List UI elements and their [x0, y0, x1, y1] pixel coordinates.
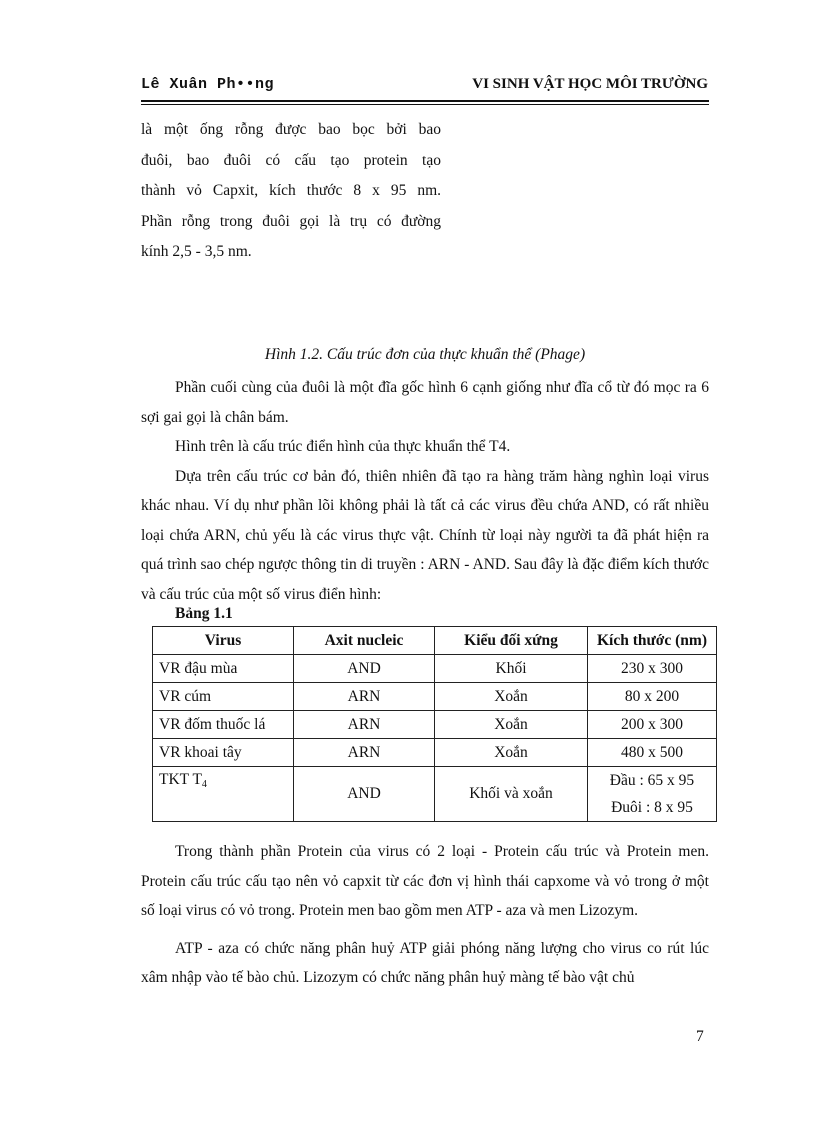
table-cell: Đầu : 65 x 95: [588, 767, 717, 795]
header-rule-thick: [141, 100, 709, 102]
table-cell: 80 x 200: [588, 683, 717, 711]
table-cell: VR đốm thuốc lá: [153, 711, 294, 739]
page-number: 7: [696, 1028, 704, 1045]
table-cell: 230 x 300: [588, 655, 717, 683]
table-cell: [153, 767, 294, 822]
header-rule-thin: [141, 104, 709, 105]
table-cell: Xoắn: [435, 739, 588, 767]
table-header-cell: Kích thước (nm): [588, 627, 717, 655]
table-cell: 200 x 300: [588, 711, 717, 739]
paragraph: ATP - aza có chức năng phân huỷ ATP giải phóng năng lượng cho virus co rút lúc xâm nhập vào tế bào chủ. Lizozym có chức năng phân huỷ màng tế bào vật chủ: [141, 939, 709, 986]
table-cell: Khối và xoắn: [435, 767, 588, 822]
body-before-table: [141, 373, 709, 609]
table-cell: 480 x 500: [588, 739, 717, 767]
table-title: Bảng 1.1: [175, 605, 233, 622]
table-header-row: [153, 627, 717, 655]
table-header-cell: Axit nucleic: [294, 627, 435, 655]
table-cell: ARN: [294, 739, 435, 767]
table-row: [153, 683, 717, 711]
table-header-cell: Virus: [153, 627, 294, 655]
paragraph: Phần cuối cùng của đuôi là một đĩa gốc hình 6 cạnh giống như đĩa cổ từ đó mọc ra 6 sợi gai gọi là chân bám.: [141, 379, 709, 426]
paragraph: Trong thành phần Protein của virus có 2 loại - Protein cấu trúc và Protein men. Protein cấu trúc cấu tạo nên vỏ capxit từ các đơn vị hình thái capxome và vỏ trong ở một số loại virus có vỏ trong. Protein men bao gồm men ATP - aza và men Lizozym.: [141, 843, 709, 919]
table-cell: ARN: [294, 711, 435, 739]
body-after-table: [141, 837, 709, 993]
column-paragraph: [141, 115, 441, 268]
table-cell: Xoắn: [435, 711, 588, 739]
table-row: [153, 767, 717, 795]
table-cell: Xoắn: [435, 683, 588, 711]
header-author: Lê Xuân Ph••ng: [141, 76, 275, 93]
table-cell: Đuôi : 8 x 95: [588, 794, 717, 822]
table-row: [153, 655, 717, 683]
column-line: kính 2,5 - 3,5 nm.: [141, 243, 252, 260]
table-cell: AND: [294, 767, 435, 822]
table-cell: AND: [294, 655, 435, 683]
table-cell: VR khoai tây: [153, 739, 294, 767]
paragraph: Hình trên là cấu trúc điển hình của thực khuẩn thể T4.: [175, 438, 511, 455]
column-line: Phần rỗng trong đuôi gọi là trụ có đường: [141, 212, 441, 230]
tkt-label: TKT T: [159, 771, 202, 788]
table-cell: Khối: [435, 655, 588, 683]
table-cell: ARN: [294, 683, 435, 711]
table-row: [153, 711, 717, 739]
column-line: đuôi, bao đuôi có cấu tạo protein tạo: [141, 151, 441, 169]
column-line: là một ống rỗng được bao bọc bởi bao: [141, 121, 441, 138]
tkt-subscript: 4: [201, 779, 207, 790]
figure-caption: Hình 1.2. Cấu trúc đơn của thực khuẩn thể (Phage): [264, 346, 586, 363]
header-book-title: VI SINH VẬT HỌC MÔI TRƯỜNG: [472, 76, 708, 92]
paragraph: Dựa trên cấu trúc cơ bản đó, thiên nhiên đã tạo ra hàng trăm hàng nghìn loại virus khác nhau. Ví dụ như phần lõi không phải là tất cả các virus đều chứa AND, có rất nhiều loại chứa ARN, chủ yếu là các virus thực vật. Chính từ loại này người ta đã phát hiện ra quá trình sao chép ngược thông tin di truyền : ARN - AND. Sau đây là đặc điểm kích thước và cấu trúc của một số virus điển hình:: [141, 467, 709, 603]
table-cell: VR đậu mùa: [153, 655, 294, 683]
virus-table: [152, 626, 717, 822]
table-header-cell: Kiểu đối xứng: [435, 627, 588, 655]
table-cell: VR cúm: [153, 683, 294, 711]
table-row: [153, 739, 717, 767]
column-line: thành vỏ Capxit, kích thước 8 x 95 nm.: [141, 182, 441, 199]
